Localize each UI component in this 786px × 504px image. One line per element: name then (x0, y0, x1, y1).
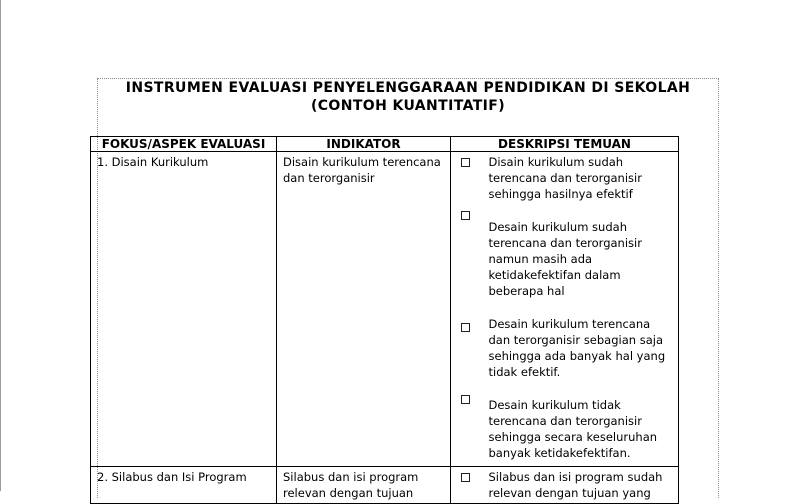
option-text-4: Desain kurikulum tidak terencana dan terorganisir sehingga secara keseluruhan banyak ketidakefektifan. (488, 398, 658, 460)
cell-aspek: 2. Silabus dan Isi Program (91, 467, 277, 504)
checkbox-option-2[interactable] (461, 211, 470, 220)
checkbox-column (451, 152, 481, 467)
option-text-1: Disain kurikulum sudah terencana dan terorganisir sehingga hasilnya efektif (488, 155, 642, 201)
table-row (91, 152, 679, 467)
header-deskripsi: DESKRIPSI TEMUAN (451, 137, 679, 152)
checkbox-option-1[interactable] (461, 158, 470, 167)
evaluation-table (90, 136, 679, 504)
option-text-3: Desain kurikulum terencana dan terorganisir sebagian saja sehingga ada banyak hal yang tidak efektif. (488, 317, 666, 379)
cell-deskripsi (481, 152, 679, 467)
window-left-border (0, 0, 1, 491)
option-text-1: Silabus dan isi program sudah relevan dengan tujuan yang (488, 470, 663, 500)
cell-aspek: 1. Disain Kurikulum (91, 152, 277, 467)
document-subtitle: (CONTOH KUANTITATIF) (310, 98, 506, 114)
document-title: INSTRUMEN EVALUASI PENYELENGGARAAN PENDIDIKAN DI SEKOLAH (125, 80, 691, 96)
checkbox-column (451, 467, 481, 504)
header-aspek: FOKUS/ASPEK EVALUASI (91, 137, 277, 152)
checkbox-option-1[interactable] (461, 473, 470, 482)
cell-indikator: Silabus dan isi program relevan dengan tujuan (277, 467, 451, 504)
option-text-2: Desain kurikulum sudah terencana dan terorganisir namun masih ada ketidakefektifan dalam beberapa hal (488, 220, 642, 298)
checkbox-option-3[interactable] (461, 323, 470, 332)
table-row (91, 467, 679, 504)
checkbox-option-4[interactable] (461, 395, 470, 404)
cell-indikator: Disain kurikulum terencana dan terorganisir (277, 152, 451, 467)
cell-deskripsi (481, 467, 679, 504)
table-header-row (91, 137, 679, 152)
header-indikator: INDIKATOR (277, 137, 451, 152)
